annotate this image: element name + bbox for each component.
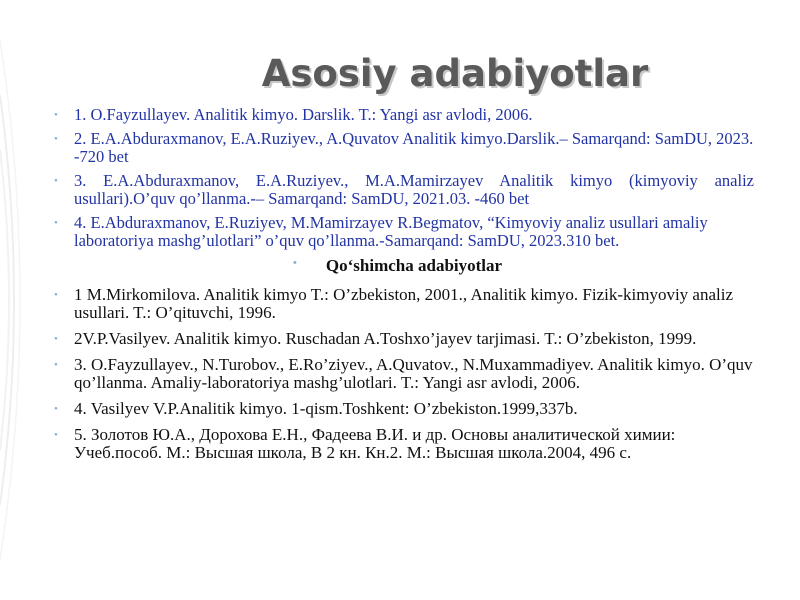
bullet-icon: • (54, 175, 58, 187)
main-reference-text: 3. E.A.Abduraxmanov, E.A.Ruziyev., M.A.Mamirzayev Analitik kimyo (kimyoviy analiz usullari).O’quv qo’llanma.-– Samarqand: SamDU, 2021.03. -460 bet (74, 171, 754, 208)
bullet-icon: • (54, 333, 58, 345)
additional-reference-text: 3. O.Fayzullayev., N.Turobov., E.Ro’ziyev., A.Quvatov., N.Muxammadiyev. Analitik kimyo. O’quv qo’llanma. Amaliy-laboratoriya mashg’ulotlari. T.: Yangi asr avlodi, 2006. (74, 355, 753, 392)
bullet-icon: • (54, 109, 58, 121)
additional-reference-text: 1 M.Mirkomilova. Analitik kimyo T.: O’zbekiston, 2001., Analitik kimyo. Fizik-kimyoviy analiz usullari. T.: O’qituvchi, 1996. (74, 285, 734, 322)
bullet-icon: • (293, 257, 297, 269)
bullet-icon: • (54, 217, 58, 229)
additional-reference-text: 2V.P.Vasilyev. Analitik kimyo. Ruschadan A.Toshxo’jayev tarjimasi. T.: O’zbekiston, 1999. (74, 329, 697, 348)
bullet-icon: • (54, 289, 58, 301)
page-title: Asosiy adabiyotlar (261, 52, 649, 95)
additional-reference-item (54, 329, 754, 348)
references-content (54, 105, 754, 470)
bullet-icon: • (54, 359, 58, 371)
main-reference-item (54, 129, 754, 166)
bullet-icon: • (54, 133, 58, 145)
main-reference-text: 1. O.Fayzullayev. Analitik kimyo. Darslik. T.: Yangi asr avlodi, 2006. (74, 105, 533, 124)
bullet-icon: • (54, 429, 58, 441)
main-reference-item (54, 213, 754, 250)
additional-references-heading (74, 256, 754, 276)
main-reference-text: 2. E.A.Abduraxmanov, E.A.Ruziyev., A.Quvatov Analitik kimyo.Darslik.– Samarqand: SamDU, 2023. -720 bet (74, 129, 754, 166)
additional-reference-text: 4. Vasilyev V.P.Analitik kimyo. 1-qism.Toshkent: O’zbekiston.1999,337b. (74, 399, 578, 418)
main-reference-text: 4. E.Abduraxmanov, E.Ruziyev, M.Mamirzayev R.Begmatov, “Kimyoviy analiz usullari amaliy laboratoriya mashg’ulotlari” o’quv qo’llanma.-Samarqand: SamDU, 2023.310 bet. (74, 213, 708, 250)
additional-references-list (54, 285, 754, 462)
additional-reference-item (54, 355, 754, 392)
main-reference-item (54, 105, 754, 124)
additional-reference-text: 5. Золотов Ю.А., Дорохова Е.Н., Фадеева В.И. и др. Основы аналитической химии: Учеб.пособ. М.: Высшая школа, В 2 кн. Кн.2. М.: Высшая школа.2004, 496 с. (74, 425, 676, 462)
bullet-icon: • (54, 403, 58, 415)
additional-reference-item (54, 285, 754, 322)
additional-reference-item (54, 399, 754, 418)
additional-heading-text: Qo‘shimcha adabiyotlar (325, 256, 503, 275)
main-reference-item (54, 171, 754, 208)
additional-reference-item (54, 425, 754, 462)
